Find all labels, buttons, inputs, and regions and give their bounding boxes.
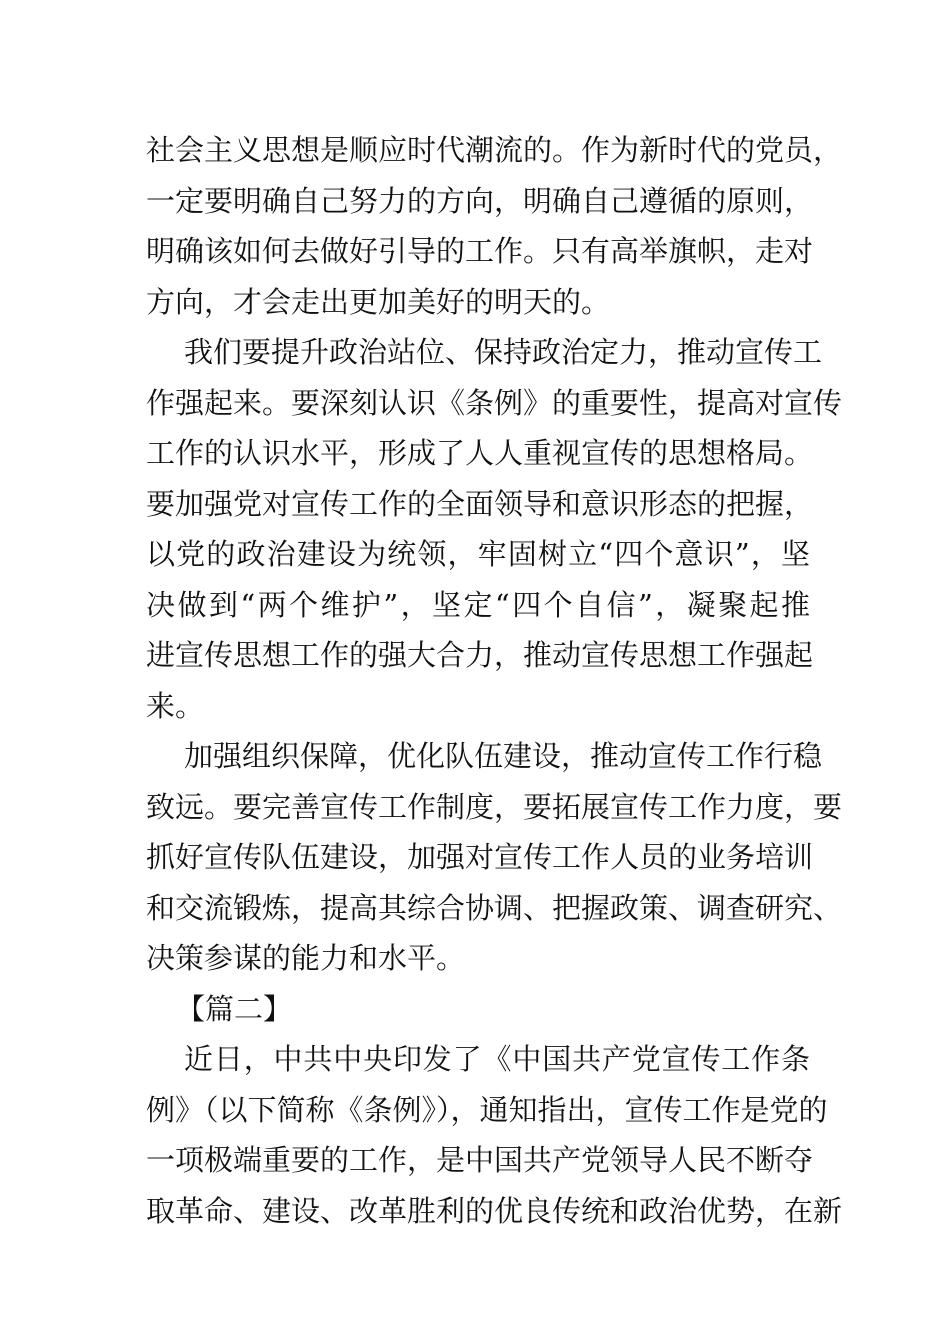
text-line: 一定要明确自己努力的方向，明确自己遵循的原则， [146,183,814,218]
paragraph-first-line: 我们要提升政治站位、保持政治定力，推动宣传工 [184,335,823,369]
section-heading: 【篇二】 [176,991,293,1026]
text-line: 取革命、建设、改革胜利的优良传统和政治优势，在新 [146,1193,843,1228]
text-line: 要加强党对宣传工作的全面领导和意识形态的把握， [146,486,814,521]
text-line: 和交流锻炼，提高其综合协调、把握政策、调查研究、 [146,890,843,925]
text-line: 决做到“两个维护”，坚定“四个自信”，凝聚起推 [146,587,810,622]
text-line: 来。 [146,688,205,723]
paragraph-first-line: 近日，中共中央印发了《中国共产党宣传工作条 [184,1042,810,1076]
text-line: 决策参谋的能力和水平。 [146,941,466,975]
text-line: 工作的认识水平，形成了人人重视宣传的思想格局。 [146,436,814,470]
text-line: 一项极端重要的工作，是中国共产党领导人民不断夺 [146,1143,814,1177]
text-line: 作强起来。要深刻认识《条例》的重要性，提高对宣传 [146,385,843,420]
text-line: 方向，才会走出更加美好的明天的。 [146,284,611,319]
text-line: 抓好宣传队伍建设，加强对宣传工作人员的业务培训 [146,840,814,874]
text-line: 进宣传思想工作的强大合力，推动宣传思想工作强起 [146,638,814,672]
document-body [146,125,843,1236]
text-line: 以党的政治建设为统领，牢固树立“四个意识”，坚 [146,537,810,571]
text-line: 例》（以下简称《条例》），通知指出，宣传工作是党的 [146,1092,828,1127]
paragraph-first-line: 加强组织保障，优化队伍建设，推动宣传工作行稳 [184,739,823,773]
text-line: 致远。要完善宣传工作制度，要拓展宣传工作力度，要 [146,789,843,824]
text-line: 明确该如何去做好引导的工作。只有高举旗帜，走对 [146,234,814,268]
text-line: 社会主义思想是顺应时代潮流的。作为新时代的党员， [146,133,843,167]
